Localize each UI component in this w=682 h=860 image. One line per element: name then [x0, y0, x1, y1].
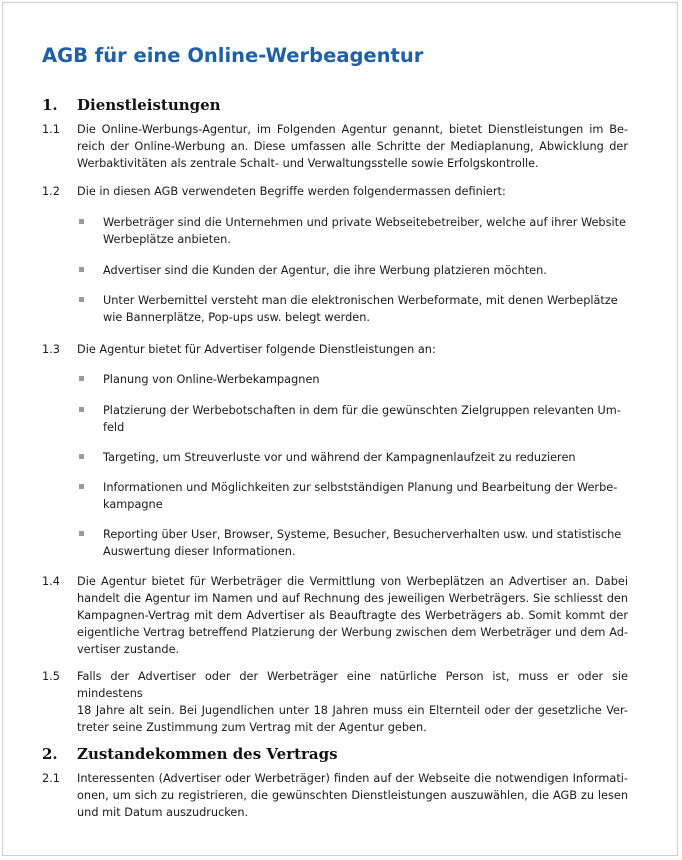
document-title: AGB für eine Online-Werbeagentur: [42, 44, 424, 67]
section-heading-1: [42, 96, 221, 114]
text-line: kampagne: [103, 498, 163, 511]
text-line: onen, um sich zu registrieren, die gewünschten Dienstleistungen auszuwählen, die AGB zu lesen: [77, 789, 628, 802]
list-item-text: [103, 526, 622, 560]
list-item-text: [103, 402, 619, 436]
paragraph-number: 1.3: [42, 343, 60, 356]
text-line: Interessenten (Advertiser oder Werbeträger) finden auf der Webseite die notwendigen Informati-: [77, 772, 628, 785]
bullet-marker: [79, 267, 84, 272]
bullet-marker: [79, 407, 84, 412]
bullet-marker: [79, 376, 84, 381]
paragraph-1-2: [42, 183, 628, 200]
text-line: Informationen und Möglichkeiten zur selbstständigen Planung und Bearbeitung der Werbe-: [103, 481, 618, 494]
text-line: feld: [103, 421, 125, 434]
section-title: Zustandekommen des Vertrags: [77, 745, 338, 763]
text-line: Auswertung dieser Informationen.: [103, 545, 296, 558]
text-line: Die Online-Werbungs-Agentur, im Folgenden Agentur genannt, bietet Dienstleistungen im Be-: [77, 123, 628, 136]
text-line: Werbaktivitäten als zentrale Schalt- und Verwaltungsstelle sowie Erfolgskontrolle.: [77, 157, 539, 170]
text-line: Werbeplätze anbieten.: [103, 233, 231, 246]
paragraph-2-1: [42, 770, 628, 821]
paragraph-text: [77, 573, 628, 658]
text-line: wie Bannerplätze, Pop-ups usw. belegt werden.: [103, 311, 370, 324]
list-item-text: [103, 371, 619, 388]
paragraph-1-5: [42, 668, 628, 734]
text-line: vertiser zustande.: [77, 643, 180, 656]
bullet-marker: [79, 219, 84, 224]
list-item-text: [103, 292, 619, 326]
text-line: Planung von Online-Werbekampagnen: [103, 373, 320, 386]
text-line: Falls der Advertiser oder der Werbeträger eine natürliche Person ist, muss er oder sie mindestens: [77, 670, 628, 700]
document-page: [2, 2, 678, 856]
section-heading-2: [42, 745, 338, 763]
list-item-text: [103, 214, 626, 248]
paragraph-number: 2.1: [42, 772, 60, 785]
paragraph-number: 1.2: [42, 185, 60, 198]
section-number: 2.: [42, 745, 58, 763]
text-line: Advertiser sind die Kunden der Agentur, die ihre Werbung platzieren möchten.: [103, 264, 547, 277]
text-line: Reporting über User, Browser, Systeme, Besucher, Besucherverhalten usw. und statistische: [103, 528, 622, 541]
paragraph-number: 1.5: [42, 670, 60, 683]
text-line: 18 Jahre alt sein. Bei Jugendlichen unter 18 Jahren muss ein Elternteil oder der gesetzliche Ver-: [77, 704, 628, 717]
section-title: Dienstleistungen: [77, 96, 221, 114]
bullet-marker: [79, 297, 84, 302]
text-line: Werbeträger sind die Unternehmen und private Webseitebetreiber, welche auf ihrer Website: [103, 216, 626, 229]
text-line: Die in diesen AGB verwendeten Begriffe werden folgendermassen definiert:: [77, 185, 506, 198]
list-item-text: [103, 449, 619, 466]
paragraph-number: 1.1: [42, 123, 60, 136]
text-line: handelt die Agentur im Namen und auf Rechnung des jeweiligen Werbeträgers. Sie schliesst den: [77, 592, 628, 605]
section-number: 1.: [42, 96, 58, 114]
list-item-text: [103, 262, 619, 279]
text-line: und mit Datum auszudrucken.: [77, 806, 249, 819]
paragraph-text: [77, 770, 628, 821]
bullet-marker: [79, 454, 84, 459]
paragraph-1-1: [42, 121, 628, 172]
paragraph-text: [77, 341, 628, 358]
text-line: Die Agentur bietet für Werbeträger die Vermittlung von Werbeplätzen an Advertiser an. Dabei: [77, 575, 628, 588]
text-line: Kampagnen-Vertrag mit dem Advertiser als Beauftragte des Werbeträgers ab. Somit kommt der: [77, 609, 628, 622]
paragraph-1-4: [42, 573, 628, 658]
list-item-text: [103, 479, 619, 513]
text-line: Unter Werbemittel versteht man die elektronischen Werbeformate, mit denen Werbeplätze: [103, 294, 618, 307]
text-line: Platzierung der Werbebotschaften in dem für die gewünschten Zielgruppen relevanten Um-: [103, 404, 621, 417]
text-line: treter seine Zustimmung zum Vertrag mit der Agentur geben.: [77, 721, 427, 734]
bullet-marker: [79, 531, 84, 536]
text-line: Targeting, um Streuverluste vor und während der Kampagnenlaufzeit zu reduzieren: [103, 451, 576, 464]
paragraph-text: [77, 183, 628, 200]
paragraph-1-3: [42, 341, 628, 358]
text-line: eigentliche Vertrag betreffend Platzierung der Werbung zwischen dem Werbeträger und dem Ad-: [77, 626, 628, 639]
paragraph-text: [77, 668, 628, 736]
paragraph-number: 1.4: [42, 575, 60, 588]
paragraph-text: [77, 121, 628, 172]
text-line: Die Agentur bietet für Advertiser folgende Dienstleistungen an:: [77, 343, 436, 356]
text-line: reich der Online-Werbung an. Diese umfassen alle Schritte der Mediaplanung, Abwicklung der: [77, 140, 628, 153]
bullet-marker: [79, 484, 84, 489]
